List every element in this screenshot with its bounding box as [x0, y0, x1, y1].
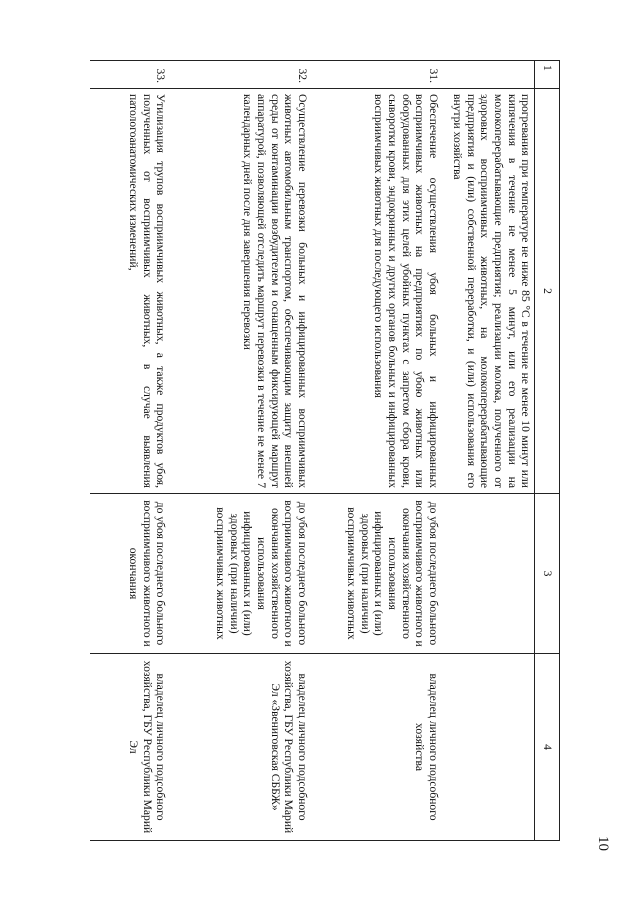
measures-table — [90, 60, 560, 841]
table-row — [311, 61, 442, 841]
table-header-row — [535, 61, 560, 841]
document-body — [90, 60, 560, 840]
term-text: до убоя последнего больного восприимчивого животного и окончания хозяйственного использования инфицированных и (или) здоровых (при наличии) восприимчивых животных — [169, 494, 311, 654]
term-text — [442, 494, 535, 654]
measure-text: прогревания при температуре не ниже 85 °С в течение не менее 10 минут или кипячения в течение не менее 5 минут, или его реализации на молокоперерабатывающие предприятия; реализации молока, полученного от здоровых восприимчивых животных, на молокоперерабатывающие предприятия и (или) собственной переработки, и (или) использования его внутри хозяйства — [442, 89, 535, 494]
column-header-3: 3 — [535, 494, 560, 654]
page-number: 10 — [595, 836, 611, 851]
term-text: до убоя последнего больного восприимчивого животного и окончания хозяйственного использования инфицированных и (или) здоровых (при наличии) восприимчивых животных — [311, 494, 442, 654]
measure-text: Осуществление перевозки больных и инфицированных восприимчивых животных автомобильным транспортом, обеспечивающим защиту внешней среды от контаминации возбудителем и оснащенным фиксирующей маршрут аппаратурой, позволяющей отследить маршрут перевозки в течение не менее 7 календарных дней после дня завершения перевозки — [169, 89, 311, 494]
responsible-text: владелец личного подсобного хозяйства, ГБУ Республики Марий Эл — [90, 654, 169, 841]
column-header-2: 2 — [535, 89, 560, 494]
measure-text: Обеспечение осуществления убоя больных и инфицированных восприимчивых животных на предприятиях по убою животных или оборудованных для этих целей убойных пунктах с запретом сбора крови, сыворотки крови, эндокринных и других органов больных и инфицированных восприимчивых животных для последующего использования — [311, 89, 442, 494]
rotated-table-container — [90, 60, 560, 840]
term-text: до убоя последнего больного восприимчивого животного и окончания — [90, 494, 169, 654]
row-number: 31. — [311, 61, 442, 89]
row-number: 33. — [90, 61, 169, 89]
responsible-text: владелец личного подсобного хозяйства, ГБУ Республики Марий Эл «Звениговская СББЖ» — [169, 654, 311, 841]
responsible-text: владелец личного подсобного хозяйства — [311, 654, 442, 841]
row-number — [442, 61, 535, 89]
table-row — [442, 61, 535, 841]
column-header-1: 1 — [535, 61, 560, 89]
responsible-text — [442, 654, 535, 841]
row-number: 32. — [169, 61, 311, 89]
table-row — [169, 61, 311, 841]
column-header-4: 4 — [535, 654, 560, 841]
measure-text: Утилизация трупов восприимчивых животных, а также продуктов убоя, полученных от восприимчивых животных, в случае выявления патологоанатомических изменений, — [90, 89, 169, 494]
table-row — [90, 61, 169, 841]
